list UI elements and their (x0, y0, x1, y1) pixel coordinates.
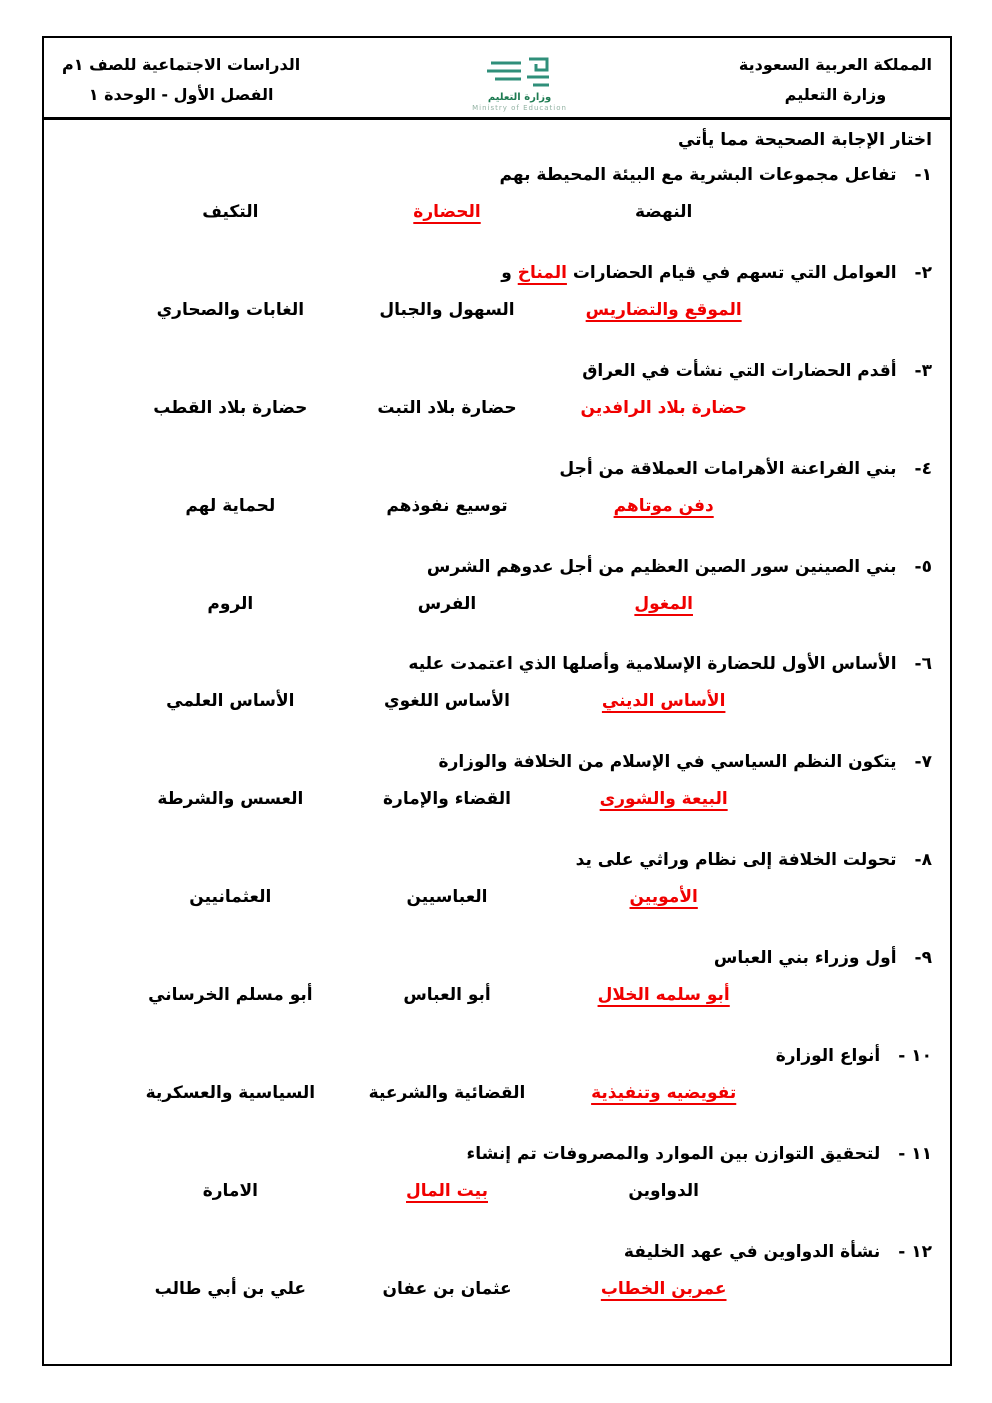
options-row (122, 397, 772, 420)
question-line (62, 751, 932, 774)
option-correct-answer: تفويضيه وتنفيذية (591, 1082, 737, 1103)
question-block (62, 556, 932, 616)
question-number: ٤- (914, 458, 932, 479)
option: أبو مسلم الخرساني (148, 985, 313, 1006)
option: السهول والجبال (379, 299, 515, 320)
question-number: ٧- (914, 752, 932, 773)
question-number: ٩- (914, 948, 932, 969)
header-ministry: وزارة التعليم (784, 85, 887, 105)
question-number: ١٢ - (898, 1241, 932, 1262)
question-block (62, 653, 932, 713)
header-subject: الدراسات الاجتماعية للصف ١م (62, 55, 301, 74)
question-line (62, 360, 932, 383)
options-row (122, 1082, 772, 1105)
header-left-block (62, 50, 300, 111)
option-correct-answer: الأمويين (629, 887, 698, 908)
option-correct-answer: أبو سلمه الخلال (597, 985, 730, 1006)
options-row (122, 690, 772, 713)
question-text: تحولت الخلافة إلى نظام وراثي على يد (575, 850, 897, 871)
option: التكيف (202, 202, 259, 223)
question-block (62, 458, 932, 518)
question-number: ٦- (914, 654, 932, 675)
option: العباسيين (406, 887, 488, 908)
question-line (62, 164, 932, 187)
logo-arabic-text: وزارة التعليم (487, 92, 552, 103)
question-line (62, 262, 932, 285)
header-right-block (739, 50, 932, 111)
option: الأساس اللغوي (384, 691, 510, 712)
question-block (62, 262, 932, 322)
header (44, 38, 950, 120)
question-line (62, 458, 932, 481)
option: أبو العباس (403, 985, 491, 1006)
option: الدواوين (628, 1180, 700, 1201)
options-row (122, 886, 772, 909)
question-number: ٣- (914, 360, 932, 381)
question-line (62, 1045, 932, 1068)
question-line (62, 1241, 932, 1264)
option: عثمان بن عفان (382, 1278, 512, 1299)
options-row (122, 299, 772, 322)
option-correct-answer: بيت المال (406, 1180, 488, 1201)
question-text: تفاعل مجموعات البشرية مع البيئة المحيطة بهم (499, 165, 897, 186)
option: حضارة بلاد القطب (153, 397, 308, 418)
options-row (122, 1278, 772, 1301)
option-correct-answer: البيعة والشورى (599, 789, 728, 810)
logo-english-text: Ministry of Education (472, 104, 567, 112)
question-block (62, 360, 932, 420)
question-text: لتحقيق التوازن بين الموارد والمصروفات تم إنشاء (466, 1143, 881, 1164)
header-kingdom: المملكة العربية السعودية (738, 55, 932, 74)
option: النهضة (634, 202, 693, 223)
option-correct-answer: الموقع والتضاريس (585, 299, 742, 320)
question-block (62, 947, 932, 1007)
question-text: العوامل التي تسهم في قيام الحضارات المناخ و (501, 262, 897, 283)
option-correct-answer: الحضارة (413, 202, 481, 223)
question-text: يتكون النظم السياسي في الإسلام من الخلافة والوزارة (438, 752, 897, 773)
option: الغابات والصحاري (156, 299, 305, 320)
option-correct-answer: عمربن الخطاب (600, 1278, 727, 1299)
option: الروم (207, 593, 254, 614)
question-number: ١- (914, 165, 932, 186)
option: القضائية والشرعية (368, 1082, 526, 1103)
question-text: الأساس الأول للحضارة الإسلامية وأصلها الذي اعتمدت عليه (408, 654, 897, 675)
question-number: ١١ - (898, 1143, 932, 1164)
question-number: ٥- (914, 556, 932, 577)
option-correct-answer: المغول (634, 593, 693, 614)
header-term: الفصل الأول - الوحدة ١ (88, 85, 274, 105)
question-highlight: المناخ (517, 262, 567, 283)
option-correct-answer: حضارة بلاد الرافدين (580, 397, 747, 418)
question-line (62, 653, 932, 676)
option: السياسية والعسكرية (145, 1082, 316, 1103)
question-number: ١٠ - (898, 1045, 932, 1066)
question-block (62, 1143, 932, 1203)
questions-list (44, 150, 950, 1301)
option: علي بن أبي طالب (154, 1278, 307, 1299)
question-text: أول وزراء بني العباس (713, 948, 897, 969)
question-line (62, 1143, 932, 1166)
page-frame (42, 36, 952, 1366)
question-text: بني الفراعنة الأهرامات العملاقة من أجل (559, 458, 897, 479)
ministry-logo (460, 52, 580, 113)
question-text: بني الصينين سور الصين العظيم من أجل عدوهم الشرس (426, 556, 897, 577)
question-number: ٨- (914, 850, 932, 871)
option: لحماية لهم (185, 495, 276, 516)
options-row (122, 984, 772, 1007)
question-number: ٢- (914, 262, 932, 283)
question-text: أقدم الحضارات التي نشأت في العراق (582, 360, 897, 381)
options-row (122, 495, 772, 518)
option: القضاء والإمارة (383, 789, 511, 810)
option: الأساس العلمي (166, 691, 295, 712)
option-correct-answer: دفن موتاهم (613, 495, 714, 516)
question-block (62, 164, 932, 224)
question-block (62, 1241, 932, 1301)
options-row (122, 788, 772, 811)
instruction-text: اختار الإجابة الصحيحة مما يأتي (677, 130, 932, 151)
option: العثمانيين (189, 887, 272, 908)
options-row (122, 201, 772, 224)
option-correct-answer: الأساس الديني (601, 691, 726, 712)
option: الامارة (202, 1180, 258, 1201)
option: الفرس (417, 593, 477, 614)
question-line (62, 849, 932, 872)
question-text: نشأة الدواوين في عهد الخليفة (623, 1241, 881, 1262)
question-block (62, 1045, 932, 1105)
question-block (62, 751, 932, 811)
question-block (62, 849, 932, 909)
question-line (62, 947, 932, 970)
question-text: أنواع الوزارة (775, 1045, 881, 1066)
options-row (122, 593, 772, 616)
option: توسيع نفوذهم (386, 495, 508, 516)
question-line (62, 556, 932, 579)
options-row (122, 1180, 772, 1203)
option: العسس والشرطة (157, 789, 304, 810)
option: حضارة بلاد التبت (377, 397, 517, 418)
ministry-logo-emblem-icon (477, 52, 563, 92)
